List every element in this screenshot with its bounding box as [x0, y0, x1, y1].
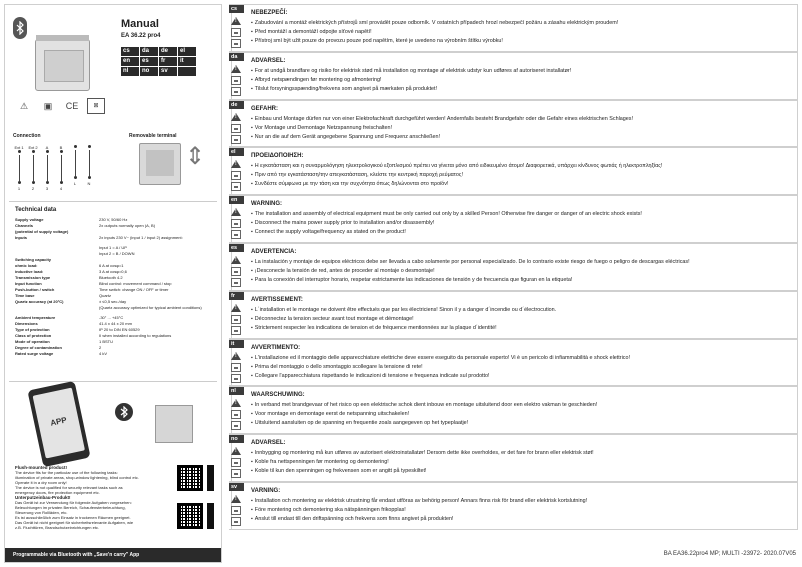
- ce-icon: CE: [65, 101, 79, 111]
- notice-line: The device is not qualified for security relevant tasks such as: [15, 485, 123, 490]
- warning-icons: [231, 113, 241, 146]
- warning-icons: [231, 65, 241, 98]
- spec-row: [15, 275, 220, 280]
- notice-line: Operate it in a dry room only!: [15, 480, 67, 485]
- notice-line: illumination of private areas, shop-window lightening, blind control etc.: [15, 475, 139, 480]
- warning-line: ▪ Innbygging og montering må kun utføres av autorisert elektroinstallatør! Dersom dette ikke overholdes, er det fare for brann eller elektrisk støt!: [251, 449, 797, 458]
- warning-line: ▪ La instalación y montaje de equipos eléctricos debe ser llevada a cabo solamente por personal especializado. De lo contrario existe riesgo de fuego o peligro de descargas eléctricas!: [251, 258, 797, 267]
- terminal: [83, 145, 95, 186]
- warning-icon: [231, 113, 241, 121]
- device-photo-small: [155, 405, 193, 443]
- warning-line: ▪ L´installation et le montage ne doivent être effectués que par les électriciens! Sinon il y a danger d´incendie ou d´électrocution.: [251, 306, 797, 315]
- warning-line: ▪ Strictement respecter les indications de tension et de fréquence mentionnées sur la plaque d´identité!: [251, 324, 797, 333]
- warning-line: ▪ Para la conexión del interruptor horario, respetar estrictamente las indicaciones de tensión y de frecuencia que figuran en la etiqueta!: [251, 276, 797, 285]
- spec-value: [99, 257, 220, 262]
- divider: [9, 201, 217, 202]
- connection-diagram: [13, 145, 113, 195]
- voltage-icon: [231, 469, 241, 478]
- unterputz-title: Unterputzeinbau-Produkt!: [15, 495, 71, 500]
- language-tag: es: [229, 244, 244, 252]
- manual-title: Manual: [121, 18, 159, 30]
- warning-icon: [231, 208, 241, 216]
- spec-value: ± ≤0,5 sec./day: [99, 299, 127, 304]
- language-tag: sv: [159, 67, 177, 76]
- spec-key: Push-button / switch: [15, 287, 55, 292]
- spec-key: Dimensions: [15, 321, 38, 326]
- warning-line: ▪ Déconnectez la tension secteur avant tout montage et démontage!: [251, 315, 797, 324]
- language-tag: de: [229, 101, 244, 109]
- language-tag: cs: [229, 5, 244, 13]
- warning-title: AVERTISSEMENT:: [251, 296, 303, 303]
- warning-icon: [231, 17, 241, 25]
- warning-section-nl: [229, 386, 798, 434]
- spec-value: Time switch: change ON / OFF or timer: [99, 287, 169, 292]
- voltage-icon: [231, 182, 241, 191]
- warning-icon: [231, 495, 241, 503]
- spec-value: 1 BSTU: [99, 339, 114, 344]
- warning-line: ▪ Före montering och demontering ska nätspänningen frikopplas!: [251, 506, 797, 515]
- terminal-top-label: Ext 1: [14, 145, 24, 150]
- warning-icons: [231, 352, 241, 385]
- terminal-number: 3: [45, 186, 49, 191]
- safety-warnings: [229, 4, 798, 530]
- spec-value: (Quartz accuracy optimized for typical ambient conditions): [99, 305, 202, 310]
- warning-title: WARNING:: [251, 201, 282, 208]
- voltage-icon: [231, 278, 241, 287]
- warning-line: ▪ Nur an die auf dem Gerät angegebene Spannung und Frequenz anschließen!: [251, 133, 797, 142]
- spec-row: [15, 217, 220, 222]
- language-tag: en: [229, 196, 244, 204]
- disconnect-icon: [231, 267, 241, 276]
- spec-key: Quartz accuracy (at 20°C): [15, 299, 64, 304]
- notice-line: Es ist ausschließlich zum Einsatz in trockenen Räumen geeignet.: [15, 515, 131, 520]
- document-footer: BA EA36.22pro4 MP; MULTI -23972- 2020.07V05: [663, 551, 796, 557]
- warning-title: ΠΡΟΕΙΔΟΠΟΙΗΣΗ:: [251, 153, 304, 160]
- spec-key: Switching capacity: [15, 257, 52, 262]
- terminal-top-label: A: [45, 145, 49, 150]
- warning-line: ▪ Disconnect the mains power supply prior to installation and/or disassembly!: [251, 219, 797, 228]
- double-insulation-icon: ▣: [43, 101, 53, 111]
- warning-line: ▪ Anslut till endast till den driftspänning och frekvens som finns angivet på produkten!: [251, 515, 797, 524]
- language-tag: fr: [229, 292, 244, 300]
- disconnect-icon: [231, 76, 241, 85]
- warning-icon: [231, 352, 241, 360]
- spec-row: [15, 315, 220, 320]
- warning-icons: [231, 208, 241, 241]
- language-tag: el: [178, 47, 196, 56]
- spec-value: Bluetooth 4.2: [99, 275, 123, 280]
- spec-row: [15, 245, 220, 250]
- warning-section-el: [229, 147, 798, 195]
- language-tag: el: [229, 148, 244, 156]
- voltage-icon: [231, 135, 241, 144]
- language-tag: da: [229, 53, 244, 61]
- device-photo: [35, 39, 90, 91]
- language-tag: [178, 67, 196, 76]
- warning-line: ▪ The installation and assembly of electrical equipment must be only carried out only by a skilled Person! Otherwise fire danger or danger of an electric shock exists!: [251, 210, 797, 219]
- google-play-badge[interactable]: [207, 465, 214, 491]
- spec-key: Time base: [15, 293, 35, 298]
- warning-icon: [231, 399, 241, 407]
- language-tag: sv: [229, 483, 244, 491]
- spec-key: [15, 251, 99, 256]
- voltage-icon: [231, 421, 241, 430]
- qr-code-ios[interactable]: [177, 503, 203, 529]
- warning-section-fr: [229, 291, 798, 339]
- spec-value: Input 1 = A / UP: [99, 245, 127, 250]
- warning-title: AVVERTIMENTO:: [251, 344, 301, 351]
- terminal-number: 4: [59, 186, 63, 191]
- terminal-top-label: B: [59, 145, 63, 150]
- disconnect-icon: [231, 315, 241, 324]
- warning-icons: [231, 17, 241, 50]
- warning-line: ▪ L'installazione ed il montaggio delle apparecchiature elettriche deve essere eseguito da personale esperto! Vi è un pericolo di infiammabilità e shock elettrico!: [251, 354, 797, 363]
- divider: [9, 381, 217, 382]
- disconnect-icon: [231, 363, 241, 372]
- spec-key: ohmic load:: [15, 263, 38, 268]
- warning-title: ADVARSEL:: [251, 440, 286, 447]
- warning-title: NEBEZPEČÍ:: [251, 10, 288, 16]
- app-store-badge[interactable]: [207, 503, 214, 529]
- spec-value: 4 kV: [99, 351, 108, 356]
- language-grid: [121, 47, 196, 76]
- terminal-number: L: [73, 181, 77, 186]
- voltage-icon: [231, 374, 241, 383]
- app-label: APP: [49, 415, 68, 428]
- warning-line: ▪ Voor montage en demontage eerst de netspanning uitschakelen!: [251, 410, 797, 419]
- terminal: [41, 145, 53, 191]
- spec-key: Supply voltage: [15, 217, 44, 222]
- disconnect-icon: [231, 124, 241, 133]
- spec-row: [15, 281, 220, 286]
- language-tag: de: [159, 47, 177, 56]
- warning-section-it: [229, 339, 798, 387]
- spec-key: [15, 305, 99, 310]
- up-down-arrow-icon: ⇕: [185, 143, 206, 170]
- connection-label: Connection: [13, 133, 41, 139]
- spec-row: [15, 321, 220, 326]
- flush-mounted-notice: [15, 465, 185, 530]
- warning-icons: [231, 160, 241, 193]
- warning-icons: [231, 256, 241, 289]
- terminal-top-label: Ext 2: [28, 145, 38, 150]
- bluetooth-icon: [13, 17, 27, 39]
- disconnect-icon: [231, 28, 241, 37]
- warning-line: ▪ Přístroj smí být užit pouze do provozu pouze pod napětím, které je uvedeno na výrobním štítku výrobku!: [251, 37, 797, 46]
- language-tag: nl: [229, 387, 244, 395]
- spec-row: [15, 293, 220, 298]
- spec-row: [15, 287, 220, 292]
- warning-line: ▪ Před montáží a demontáží odpojte síťové napětí!: [251, 28, 797, 37]
- warning-line: ▪ Tilslut forsyningsspænding/frekvens som angivet på mærkaten på produktet!: [251, 85, 797, 94]
- warning-icon: [231, 160, 241, 168]
- warning-section-de: [229, 100, 798, 148]
- spec-key: Transmission type: [15, 275, 51, 280]
- spec-row: [15, 235, 220, 240]
- spec-key: Mode of operation: [15, 339, 50, 344]
- language-tag: es: [140, 57, 158, 66]
- spec-value: II when installed according to regulations: [99, 333, 172, 338]
- warning-line: ▪ Koble til kun den spenningen og frekvensen som er angitt på typeskiltet!: [251, 467, 797, 476]
- flush-title: Flush-mounted product!: [15, 465, 67, 470]
- weee-icon: ⊠: [87, 98, 105, 114]
- warning-title: GEFAHR:: [251, 105, 278, 112]
- spec-row: [15, 327, 220, 332]
- warning-icon: [231, 447, 241, 455]
- spec-value: -30° ... +45°C: [99, 315, 124, 320]
- spec-row: [15, 333, 220, 338]
- notice-line: Das Gerät ist zur Verwendung für folgende Aufgaben vorgesehen:: [15, 500, 132, 505]
- warning-line: ▪ Connect the supply voltage/frequency as stated on the product!: [251, 228, 797, 237]
- spec-key: inductive load:: [15, 269, 44, 274]
- spec-value: 2x outputs normally open (A, B): [99, 223, 156, 228]
- terminal-number: 2: [31, 186, 35, 191]
- certification-icons: [15, 98, 105, 114]
- warning-section-en: [229, 195, 798, 243]
- warning-icons: [231, 495, 241, 528]
- language-tag: en: [121, 57, 139, 66]
- warning-icon: [231, 256, 241, 264]
- warning-line: ▪ Afbryd netspændingen før montering og afmontering!: [251, 76, 797, 85]
- bluetooth-footer: Programmable via Bluetooth with „Save'n carry" App: [5, 548, 221, 562]
- spec-value: 3 A at cosφ=0,6: [99, 269, 127, 274]
- warning-line: ▪ Η εγκατάσταση και η συναρμολόγηση ηλεκτρολογικού εξοπλισμού πρέπει να γίνεται μόνο από ειδικευμένο άτομο! Διαφορετικά, υπάρχει κίνδυνος φωτιάς ή ηλεκτροπληξίας!: [251, 162, 797, 171]
- manual-subtitle: EA 36.22 pro4: [121, 33, 161, 39]
- warning-section-da: [229, 52, 798, 100]
- terminal: [55, 145, 67, 191]
- language-tag: it: [229, 340, 244, 348]
- warning-line: ▪ Collegare l'apparecchiatura rispettando le indicazioni di tensione e frequenza indicate sul prodotto!: [251, 372, 797, 381]
- spec-value: Input 2 = B / DOWN: [99, 251, 135, 256]
- warning-section-es: [229, 243, 798, 291]
- spec-value: IP 20 to DIN EN 60529: [99, 327, 140, 332]
- technical-data-title: Technical data: [15, 207, 57, 213]
- disconnect-icon: [231, 410, 241, 419]
- spec-row: [15, 223, 220, 228]
- spec-value: 2: [99, 345, 102, 350]
- spec-value: 2x inputs 230 V~ (input 1 / input 2) assignment:: [99, 235, 183, 240]
- voltage-icon: [231, 230, 241, 239]
- spec-row: [15, 263, 220, 268]
- spec-row: [15, 229, 220, 234]
- spec-key: Type of protection: [15, 327, 50, 332]
- spec-row: [15, 257, 220, 262]
- spec-key: Inputs: [15, 235, 27, 240]
- left-panel: [4, 4, 222, 563]
- voltage-icon: [231, 87, 241, 96]
- warning-line: ▪ Vor Montage und Demontage Netzspannung freischalten!: [251, 124, 797, 133]
- warning-line: ▪ Uitsluitend aansluiten op de spanning en frequentie zoals aangegeven op het typeplaatje!: [251, 419, 797, 428]
- language-tag: no: [229, 435, 244, 443]
- spec-key: Class of protection: [15, 333, 52, 338]
- warning-section-cs: [229, 4, 798, 52]
- spec-value: 230 V, 50/60 Hz: [99, 217, 128, 222]
- terminal: [13, 145, 25, 191]
- warning-section-sv: [229, 482, 798, 530]
- spec-key: Input function: [15, 281, 42, 286]
- warning-line: ▪ In verband met brandgevaar of het risico op een elektrische schok dient inbouw en montage uitsluitend door een elektro vakman te geschieden!: [251, 401, 797, 410]
- spec-row: [15, 269, 220, 274]
- spec-key: (potential of supply voltage): [15, 229, 69, 234]
- warning-section-no: [229, 434, 798, 482]
- warning-icon: [231, 65, 241, 73]
- removable-terminal-photo: [139, 143, 181, 185]
- removable-terminal-label: Removable terminal: [129, 133, 177, 139]
- spec-key: Channels: [15, 223, 34, 228]
- spec-key: Ambient temperature: [15, 315, 56, 320]
- warning-icons: [231, 399, 241, 432]
- spec-value: 6 A at cosφ=1: [99, 263, 124, 268]
- voltage-icon: [231, 326, 241, 335]
- disconnect-icon: [231, 171, 241, 180]
- warning-icon: [231, 304, 241, 312]
- spec-row: [15, 305, 220, 310]
- terminal-number: N: [87, 181, 91, 186]
- warning-title: VARNING:: [251, 487, 281, 494]
- language-tag: nl: [121, 67, 139, 76]
- spec-value: [99, 229, 220, 234]
- spec-row: [15, 351, 220, 356]
- bluetooth-icon: [115, 403, 133, 421]
- terminal: [27, 145, 39, 191]
- spec-key: [15, 245, 99, 250]
- warning-line: ▪ Prima del montaggio o dello smontaggio scollegare la tensione di rete!: [251, 363, 797, 372]
- notice-line: emergency doors, fire protection equipment etc.: [15, 490, 100, 495]
- spec-key: Degree of contamination: [15, 345, 62, 350]
- notice-line: The device fits for the particular use of the following tasks:: [15, 470, 118, 475]
- notice-line: z.B. Fluchttüren, Brandschutzeinrichtungen etc.: [15, 525, 100, 530]
- warning-line: ▪ Einbau und Montage dürfen nur von einer Elektrofachkraft durchgeführt werden! Andernfalls besteht Brandgefahr oder die Gefahr eines elektrischen Schlages!: [251, 115, 797, 124]
- warning-line: ▪ For at undgå brandfare og risiko for elektrisk stød må installation og montage af elektrisk udstyr kun udføres af autoriseret installatør!: [251, 67, 797, 76]
- warning-line: ▪ ¡Desconecte la tensión de red, antes de proceder al montaje o desmontaje!: [251, 267, 797, 276]
- language-tag: no: [140, 67, 158, 76]
- spec-row: [15, 339, 220, 344]
- disconnect-icon: [231, 219, 241, 228]
- warning-title: WAARSCHUWING:: [251, 392, 305, 399]
- warning-title: ADVERTENCIA:: [251, 248, 297, 255]
- language-tag: fr: [159, 57, 177, 66]
- terminal-number: 1: [17, 186, 21, 191]
- spec-value: Blind control: movement command / stop: [99, 281, 172, 286]
- notice-line: Beleuchtungen im privaten Bereich, Schaufensterbeleuchtung,: [15, 505, 126, 510]
- warning-line: ▪ Συνδέστε σύμφωνα με την τάση και την συχνότητα όπως δηλώνονται στο προϊόν!: [251, 180, 797, 189]
- spec-key: Rated surge voltage: [15, 351, 54, 356]
- notice-line: Steuerung von Rollläden, etc.: [15, 510, 68, 515]
- spec-row: [15, 345, 220, 350]
- spec-row: [15, 251, 220, 256]
- spec-value: Quartz: [99, 293, 112, 298]
- terminal: [69, 145, 81, 186]
- language-tag: cs: [121, 47, 139, 56]
- voltage-icon: [231, 39, 241, 48]
- warning-line: ▪ Zabudování a montáž elektrických přístrojů smí provádět pouze odborník. V ostatních případech hrozí nebezpečí požáru a zásahu elektrickým proudem!: [251, 19, 797, 28]
- warning-title: ADVARSEL:: [251, 57, 286, 64]
- language-tag: it: [178, 57, 196, 66]
- warning-icon: ⚠: [19, 101, 29, 111]
- warning-line: ▪ Πριν από την εγκατάσταση/την απεγκατάσταση, κλείστε την κεντρική παροχή ρεύματος!: [251, 171, 797, 180]
- voltage-icon: [231, 517, 241, 526]
- disconnect-icon: [231, 458, 241, 467]
- qr-code-android[interactable]: [177, 465, 203, 491]
- warning-line: ▪ Installation och montering av elektrisk utrustning får endast utföras av behörig person! Annars finns risk för brand eller elektrisk kortslutning!: [251, 497, 797, 506]
- warning-line: ▪ Koble fra nettspenningen før montering og demontering!: [251, 458, 797, 467]
- disconnect-icon: [231, 506, 241, 515]
- warning-icons: [231, 447, 241, 480]
- language-tag: da: [140, 47, 158, 56]
- phone-app-image: [27, 381, 90, 467]
- spec-value: 41.4 x 44 x 20 mm: [99, 321, 132, 326]
- notice-line: Das Gerät ist nicht geeignet für sicherheitsrelevante Aufgaben, wie: [15, 520, 134, 525]
- warning-icons: [231, 304, 241, 337]
- spec-row: [15, 299, 220, 304]
